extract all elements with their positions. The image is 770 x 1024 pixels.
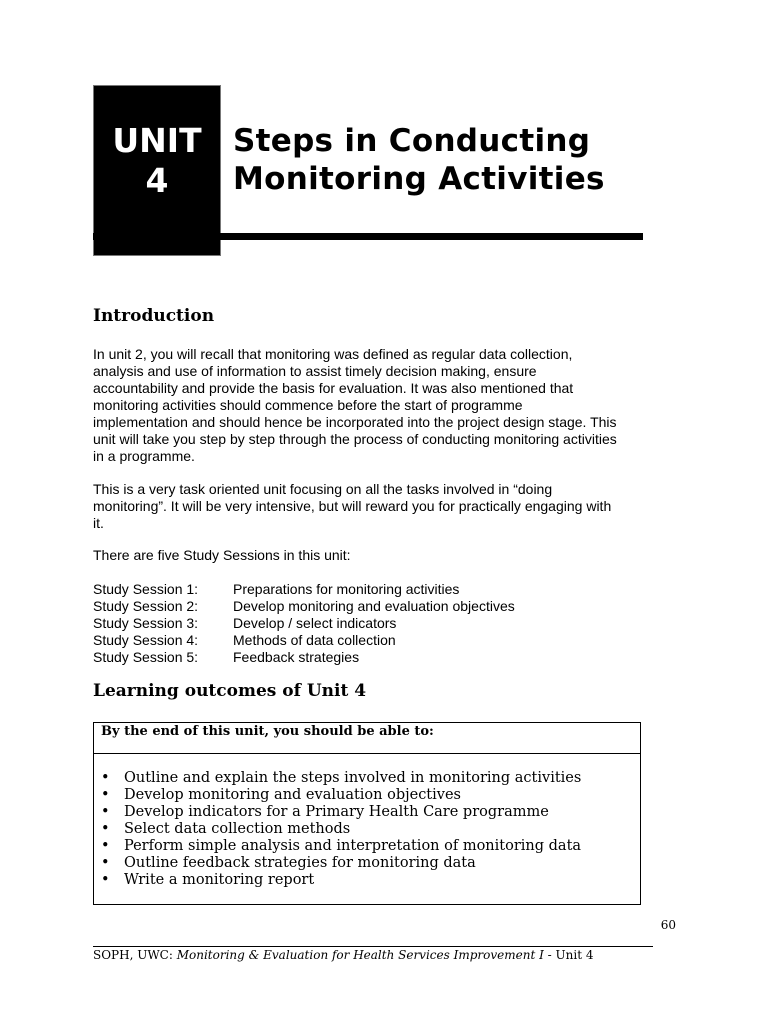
page-footer — [93, 948, 593, 962]
outcome-text: Perform simple analysis and interpretation of monitoring data — [124, 838, 582, 854]
text-line: In unit 2, you will recall that monitoring was defined as regular data collection, — [93, 346, 573, 362]
introduction-paragraph-2 — [93, 481, 683, 532]
bullet-icon: • — [101, 821, 110, 837]
text-line: implementation and should hence be incorporated into the project design stage. This — [93, 414, 617, 430]
list-item — [93, 615, 515, 632]
outcome-text: Outline feedback strategies for monitoring data — [124, 855, 476, 871]
list-item — [101, 821, 640, 838]
text-line: monitoring activities should commence before the start of programme — [93, 397, 523, 413]
introduction-paragraph-1 — [93, 346, 683, 465]
footer-suffix: - Unit 4 — [543, 948, 594, 962]
footer-rule — [93, 946, 653, 947]
session-number: Study Session 1: — [93, 581, 199, 597]
footer-course: Monitoring & Evaluation for Health Services Improvement I — [176, 948, 544, 962]
session-number: Study Session 3: — [93, 615, 199, 631]
list-item — [101, 872, 640, 889]
list-item — [93, 632, 515, 649]
learning-outcomes-box-header: By the end of this unit, you should be able to: — [94, 723, 640, 754]
text-line: it. — [93, 515, 104, 531]
bullet-icon: • — [101, 872, 110, 888]
outcome-text: Select data collection methods — [124, 821, 351, 837]
bullet-icon: • — [101, 855, 110, 871]
list-item — [101, 838, 640, 855]
session-title: Preparations for monitoring activities — [233, 581, 460, 597]
list-item — [101, 804, 640, 821]
learning-outcomes-heading: Learning outcomes of Unit 4 — [93, 681, 367, 701]
outcome-text: Develop monitoring and evaluation objectives — [124, 787, 461, 803]
list-item — [93, 649, 515, 666]
bullet-icon: • — [101, 804, 110, 820]
learning-outcomes-list — [94, 754, 640, 889]
study-sessions-list — [93, 581, 515, 666]
bullet-icon: • — [101, 838, 110, 854]
session-number: Study Session 2: — [93, 598, 199, 614]
page-number: 60 — [660, 918, 676, 932]
session-number: Study Session 4: — [93, 632, 199, 648]
session-title: Feedback strategies — [233, 649, 360, 665]
introduction-heading: Introduction — [93, 306, 215, 326]
learning-outcomes-box — [93, 722, 641, 905]
list-item — [101, 770, 640, 787]
list-item — [93, 581, 515, 598]
list-item — [101, 855, 640, 872]
outcome-text: Develop indicators for a Primary Health Care programme — [124, 804, 549, 820]
bullet-icon: • — [101, 787, 110, 803]
outcome-text: Write a monitoring report — [124, 872, 315, 888]
unit-badge-label: UNIT — [112, 121, 202, 160]
text-line: monitoring”. It will be very intensive, but will reward you for practically engaging with — [93, 498, 612, 514]
text-line: analysis and use of information to assist timely decision making, ensure — [93, 363, 537, 379]
session-number: Study Session 5: — [93, 649, 199, 665]
outcome-text: Outline and explain the steps involved in monitoring activities — [124, 770, 582, 786]
text-line: unit will take you step by step through the process of conducting monitoring activities — [93, 431, 617, 447]
footer-prefix: SOPH, UWC: — [93, 948, 177, 962]
text-line: This is a very task oriented unit focusing on all the tasks involved in “doing — [93, 481, 553, 497]
list-item — [101, 787, 640, 804]
session-title: Develop monitoring and evaluation objectives — [233, 598, 515, 614]
bullet-icon: • — [101, 770, 110, 786]
unit-badge — [93, 85, 221, 256]
introduction-paragraph-3: There are five Study Sessions in this unit: — [93, 547, 351, 563]
session-title: Methods of data collection — [233, 632, 396, 648]
page-title-line-1: Steps in Conducting — [233, 123, 591, 159]
unit-badge-number: 4 — [145, 161, 169, 200]
session-title: Develop / select indicators — [233, 615, 397, 631]
page-title-line-2: Monitoring Activities — [233, 161, 605, 197]
list-item — [93, 598, 515, 615]
title-rule — [93, 233, 643, 240]
page-title — [233, 122, 605, 198]
text-line: in a programme. — [93, 448, 195, 464]
text-line: accountability and provide the basis for evaluation. It was also mentioned that — [93, 380, 574, 396]
